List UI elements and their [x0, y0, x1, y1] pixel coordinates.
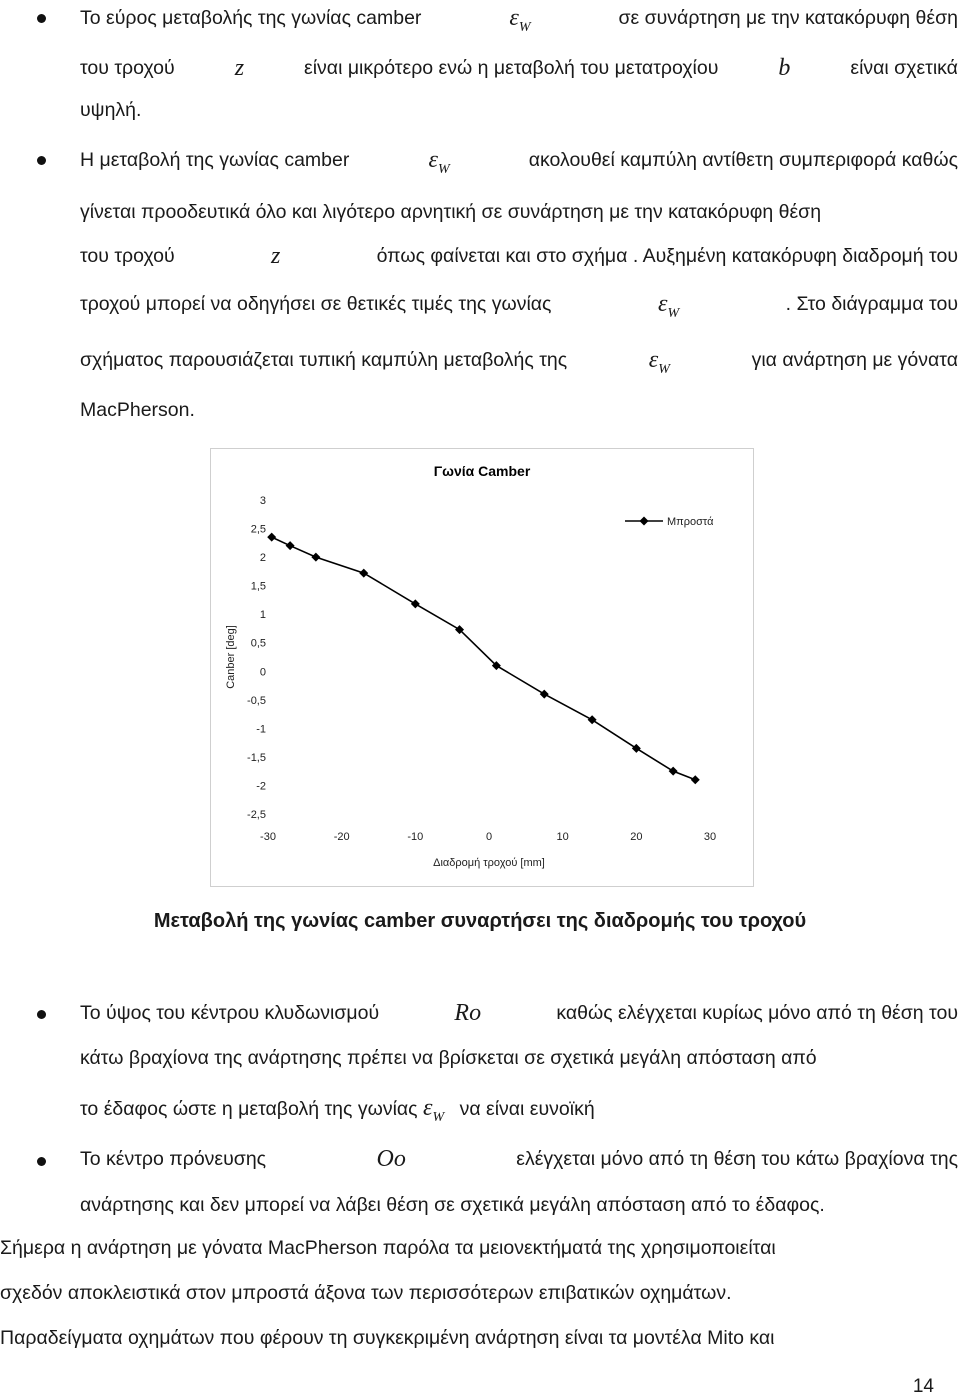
y-tick-label: 0,5	[250, 637, 266, 650]
epsilon-w-symbol: $\varepsilon_W$	[423, 1095, 445, 1125]
bullet-dot	[37, 156, 46, 165]
text-line: Η μεταβολή της γωνίας camber $\varepsilon_W$ ακολουθεί καμπύλη αντίθετη συμπεριφορά καθώς	[80, 147, 958, 177]
x-tick-label: -20	[333, 831, 350, 843]
text-line: Παραδείγματα οχημάτων που φέρουν τη συγκεκριμένη ανάρτηση είναι τα μοντέλα Mito και	[0, 1327, 775, 1349]
y-tick-label: 2	[259, 552, 266, 565]
z-symbol: z	[234, 55, 245, 81]
y-tick-label: 1,5	[250, 580, 266, 593]
text-line: υψηλή.	[80, 99, 142, 121]
epsilon-w-symbol: $\varepsilon_W$	[509, 5, 531, 35]
z-symbol: z	[270, 243, 281, 269]
text-line: σχήματος παρουσιάζεται τυπική καμπύλη μεταβολής της $\varepsilon_W$ για ανάρτηση με γόνατα	[80, 347, 958, 377]
text-line: Το ύψος του κέντρου κλυδωνισμού Ro καθώς ελέγχεται κυρίως μόνο από τη θέση του	[80, 1000, 958, 1026]
y-tick-label: 2,5	[250, 523, 266, 536]
legend-label: Μπροστά	[667, 516, 714, 528]
y-tick-label: 1	[259, 609, 266, 622]
page-number: 14	[912, 1376, 934, 1397]
text-line: Το εύρος μεταβολής της γωνίας camber $\varepsilon_W$ σε συνάρτηση με την κατακόρυφη θέση	[80, 5, 958, 35]
y-tick-label: 0	[259, 666, 266, 679]
x-tick-label: 0	[485, 831, 493, 843]
text-line: του τροχού z είναι μικρότερο ενώ η μεταβολή του μετατροχίου b είναι σχετικά	[80, 55, 958, 81]
text-line: Το κέντρο πρόνευσης Oo ελέγχεται μόνο από τη θέση του κάτω βραχίονα της	[80, 1146, 958, 1172]
text-line: κάτω βραχίονα της ανάρτησης πρέπει να βρίσκεται σε σχετικά μεγάλη απόσταση από	[80, 1047, 817, 1069]
bullet-dot	[37, 1010, 46, 1019]
text-line: Σήμερα η ανάρτηση με γόνατα MacPherson παρόλα τα μειονεκτήματά της χρησιμοποιείται	[0, 1237, 776, 1259]
y-tick-label: -2	[256, 780, 266, 793]
epsilon-w-symbol: $\varepsilon_W$	[658, 291, 680, 321]
figure-caption: Μεταβολή της γωνίας camber συναρτήσει της διαδρομής του τροχού	[153, 910, 807, 932]
x-tick-label: -30	[260, 831, 276, 843]
x-tick-label: 30	[703, 831, 717, 843]
chart-title: Γωνία Camber	[433, 463, 531, 479]
ro-symbol: Ro	[454, 1000, 482, 1026]
x-tick-label: -10	[407, 831, 424, 843]
x-tick-label: 20	[630, 831, 643, 843]
chart-frame	[211, 449, 754, 887]
text-line: του τροχού z όπως φαίνεται και στο σχήμα . Αυξημένη κατακόρυφη διαδρομή του	[80, 243, 958, 269]
text-line: το έδαφος ώστε η μεταβολή της γωνίας $\varepsilon_W$ να είναι ευνοϊκή	[80, 1095, 595, 1125]
epsilon-w-symbol: $\varepsilon_W$	[648, 347, 670, 377]
x-axis-label: Διαδρομή τροχού [mm]	[433, 857, 545, 869]
bullet-dot	[37, 1157, 46, 1166]
text-line: γίνεται προοδευτικά όλο και λιγότερο αρνητική σε συνάρτηση με την κατακόρυφη θέση	[80, 201, 822, 223]
camber-chart	[210, 448, 755, 888]
text-line: σχεδόν αποκλειστικά στον μπροστά άξονα των περισσότερων επιβατικών οχημάτων.	[0, 1282, 732, 1304]
y-tick-label: 3	[259, 495, 266, 507]
y-tick-label: -2,5	[247, 809, 266, 821]
text-line: MacPherson.	[80, 399, 195, 421]
y-tick-label: -1	[256, 723, 266, 736]
text-line: τροχού μπορεί να οδηγήσει σε θετικές τιμές της γωνίας $\varepsilon_W$ . Στο διάγραμμα του	[80, 291, 958, 321]
text-line: ανάρτησης και δεν μπορεί να λάβει θέση σε σχετικά μεγάλη απόσταση από το έδαφος.	[80, 1194, 825, 1216]
bullet-dot	[37, 14, 46, 23]
epsilon-w-symbol: $\varepsilon_W$	[428, 147, 450, 177]
oo-symbol: Oo	[376, 1146, 406, 1172]
y-tick-label: -0,5	[247, 694, 266, 707]
y-tick-label: -1,5	[247, 751, 266, 764]
x-tick-label: 10	[556, 831, 569, 843]
b-symbol: b	[778, 55, 791, 81]
y-axis-label: Canber [deg]	[225, 625, 237, 689]
